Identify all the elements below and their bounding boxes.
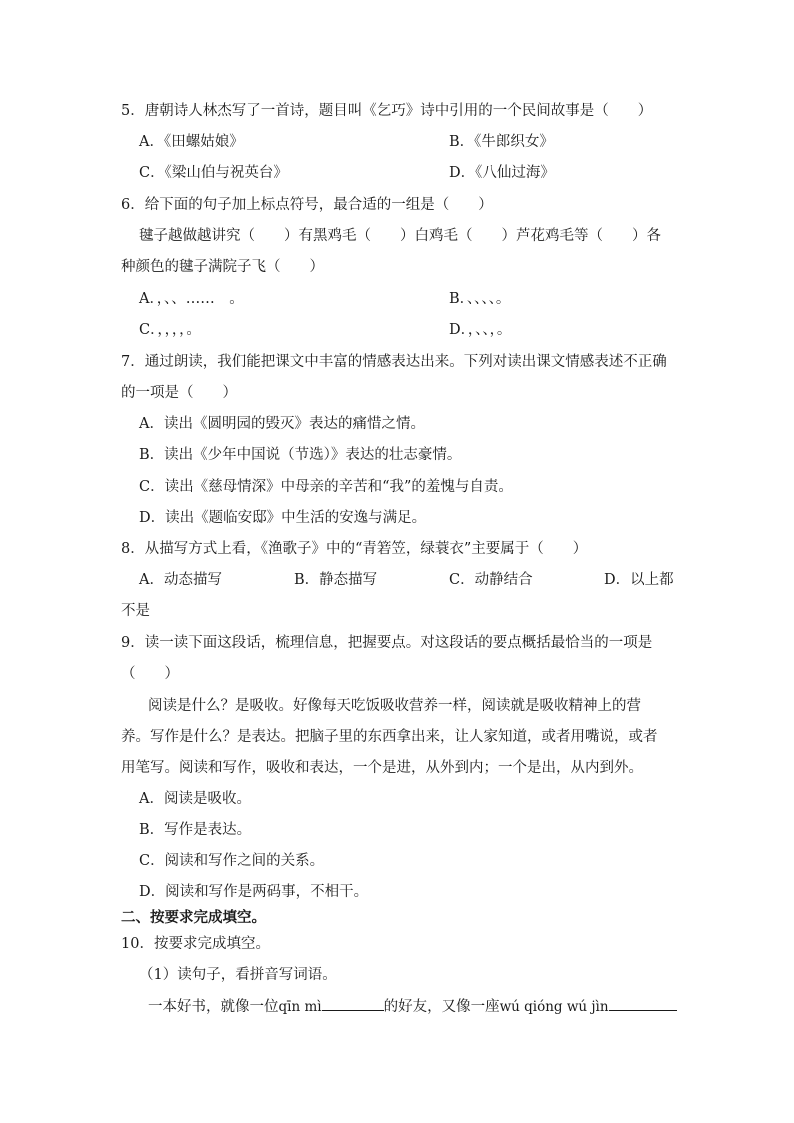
q9-option-b: B．写作是表达。 — [139, 822, 252, 838]
q10-stem: 10．按要求完成填空。 — [121, 936, 270, 952]
q9-paragraph-line2: 养。写作是什么？是表达。把脑子里的东西拿出来，让人家知道，或者用嘴说，或者 — [121, 729, 658, 745]
q6-option-c: C．，，，，。 — [139, 322, 201, 338]
q10-sub1: （1）读句子，看拼音写词语。 — [139, 967, 337, 983]
q9-stem-line1: 9．读一读下面这段话，梳理信息，把握要点。对这段话的要点概括最恰当的一项是 — [121, 635, 653, 651]
q5-option-a: A．《田螺姑娘》 — [139, 134, 244, 150]
q7-option-a: A．读出《圆明园的毁灭》表达的痛惜之情。 — [139, 416, 425, 432]
q10-answer-blank-1[interactable] — [322, 996, 384, 1011]
q9-option-c: C．阅读和写作之间的关系。 — [139, 853, 325, 869]
q5-option-d: D．《八仙过海》 — [449, 165, 555, 181]
q10-pinyin-2: wú qióng wú jìn — [499, 999, 609, 1015]
q7-stem-line1: 7．通过朗读，我们能把课文中丰富的情感表达出来。下列对读出课文情感表述不正确 — [121, 354, 667, 370]
q6-text-line1: 毽子越做越讲究（ ）有黑鸡毛（ ）白鸡毛（ ）芦花鸡毛等（ ）各 — [139, 228, 661, 244]
section-2-title: 二、按要求完成填空。 — [121, 910, 266, 926]
q5-option-b: B．《牛郎织女》 — [449, 134, 554, 150]
q9-option-a: A．阅读是吸收。 — [139, 791, 251, 807]
q6-stem: 6．给下面的句子加上标点符号，最合适的一组是（ ） — [121, 197, 493, 213]
q9-paragraph-line3: 用笔写。阅读和写作，吸收和表达，一个是进，从外到内；一个是出，从内到外。 — [121, 760, 643, 776]
q7-stem-line2: 的一项是（ ） — [121, 385, 237, 401]
q5-stem: 5．唐朝诗人林杰写了一首诗，题目叫《乞巧》诗中引用的一个民间故事是（ ） — [121, 103, 653, 119]
q9-paragraph-line1: 阅读是什么？是吸收。好像每天吃饭吸收营养一样，阅读就是吸收精神上的营 — [148, 698, 641, 714]
q7-option-d: D．读出《题临安邸》中生活的安逸与满足。 — [139, 510, 427, 526]
q8-option-d: D．以上都 — [604, 572, 674, 588]
q7-option-c: C．读出《慈母情深》中母亲的辛苦和“我”的羞愧与自责。 — [139, 479, 513, 495]
q8-stem: 8．从描写方式上看，《渔歌子》中的“青箬笠，绿蓑衣”主要属于（ ） — [121, 541, 588, 557]
q6-text-line2: 种颜色的毽子满院子飞（ ） — [121, 259, 324, 275]
q10-answer-blank-2[interactable] — [609, 996, 677, 1011]
q6-option-b: B．、、、、。 — [449, 291, 511, 307]
q10-sentence — [148, 996, 677, 1017]
q10-pinyin-1: qīn mì — [278, 999, 322, 1015]
q8-option-a: A．动态描写 — [139, 572, 222, 588]
q9-option-d: D．阅读和写作是两码事，不相干。 — [139, 884, 369, 900]
q7-option-b: B．读出《少年中国说（节选）》表达的壮志豪情。 — [139, 447, 462, 463]
q9-stem-line2: （ ） — [121, 666, 179, 682]
q5-option-c: C．《梁山伯与祝英台》 — [139, 165, 288, 181]
q10-sentence-part2: 的好友，又像一座 — [383, 999, 500, 1015]
q6-option-d: D．，、、，。 — [449, 322, 512, 338]
q8-option-d-wrap: 不是 — [121, 603, 150, 619]
q8-option-b: B．静态描写 — [294, 572, 378, 588]
q10-sentence-part1: 一本好书，就像一位 — [148, 999, 279, 1015]
q8-option-c: C．动静结合 — [449, 572, 533, 588]
q6-option-a: A．，、、…… 。 — [139, 291, 244, 307]
